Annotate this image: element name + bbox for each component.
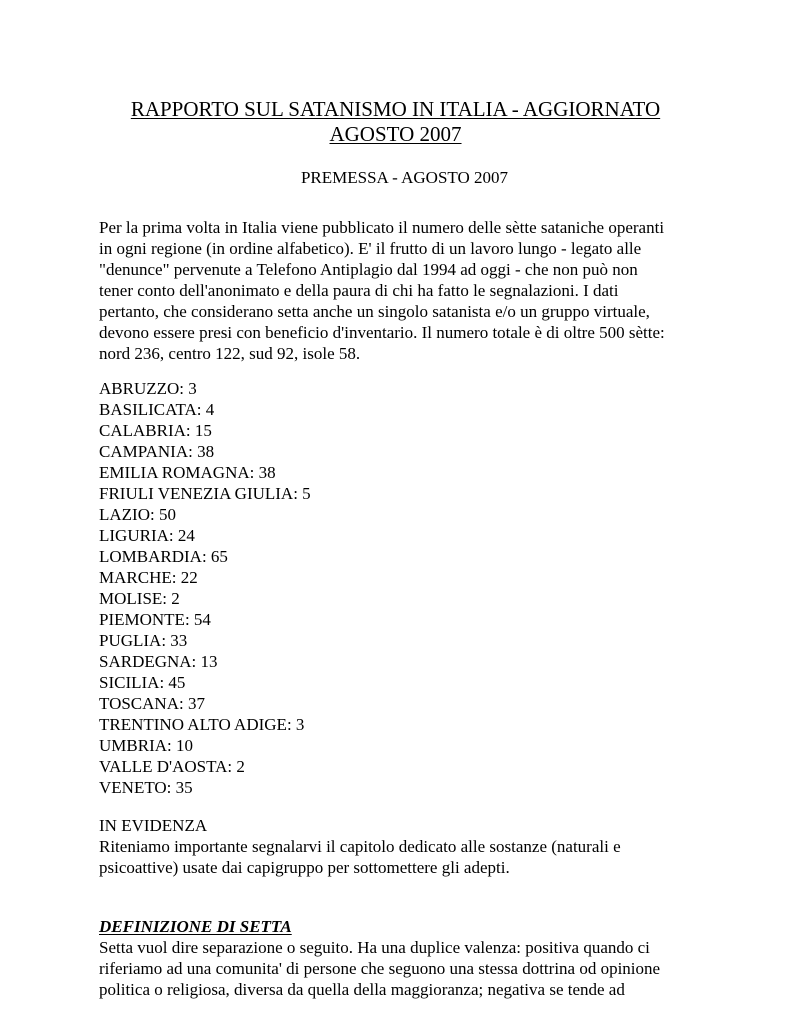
definition-line: politica o religiosa, diversa da quella della maggioranza; negativa se tende ad [99, 980, 625, 999]
region-item: FRIULI VENEZIA GIULIA: 5 [99, 484, 311, 503]
title-line-1: RAPPORTO SUL SATANISMO IN ITALIA - AGGIORNATO [130, 97, 661, 121]
document-title [0, 97, 791, 147]
intro-line: pertanto, che considerano setta anche un singolo satanista e/o un gruppo virtuale, [99, 302, 650, 321]
intro-line: Per la prima volta in Italia viene pubblicato il numero delle sètte sataniche operanti [99, 218, 665, 237]
region-item: ABRUZZO: 3 [99, 379, 197, 398]
region-item: CALABRIA: 15 [99, 421, 212, 440]
region-item: VALLE D'AOSTA: 2 [99, 757, 245, 776]
highlight-line: psicoattive) usate dai capigruppo per sottomettere gli adepti. [99, 858, 510, 877]
highlight-line: Riteniamo importante segnalarvi il capitolo dedicato alle sostanze (naturali e [99, 837, 621, 856]
region-item: TRENTINO ALTO ADIGE: 3 [99, 715, 305, 734]
region-item: UMBRIA: 10 [99, 736, 193, 755]
document-subtitle: PREMESSA - AGOSTO 2007 [300, 168, 509, 187]
title-line-2: AGOSTO 2007 [329, 122, 462, 146]
definition-heading: DEFINIZIONE DI SETTA [99, 917, 292, 936]
region-item: BASILICATA: 4 [99, 400, 215, 419]
intro-line: nord 236, centro 122, sud 92, isole 58. [99, 344, 361, 363]
intro-line: in ogni regione (in ordine alfabetico). E' il frutto di un lavoro lungo - legato alle [99, 239, 642, 258]
definition-line: riferiamo ad una comunita' di persone che seguono una stessa dottrina od opinione [99, 959, 661, 978]
intro-paragraph [99, 217, 729, 364]
highlight-section [99, 815, 729, 878]
definition-section [99, 916, 729, 1000]
region-list [99, 378, 499, 798]
intro-line: tener conto dell'anonimato e della paura di chi ha fatto le segnalazioni. I dati [99, 281, 619, 300]
region-item: MARCHE: 22 [99, 568, 198, 587]
region-item: PIEMONTE: 54 [99, 610, 211, 629]
region-item: MOLISE: 2 [99, 589, 180, 608]
region-item: TOSCANA: 37 [99, 694, 205, 713]
region-item: LOMBARDIA: 65 [99, 547, 228, 566]
intro-line: devono essere presi con beneficio d'inventario. Il numero totale è di oltre 500 sètte: [99, 323, 665, 342]
region-item: LIGURIA: 24 [99, 526, 195, 545]
region-item: CAMPANIA: 38 [99, 442, 215, 461]
region-item: LAZIO: 50 [99, 505, 176, 524]
region-item: SARDEGNA: 13 [99, 652, 218, 671]
definition-line: Setta vuol dire separazione o seguito. Ha una duplice valenza: positiva quando ci [99, 938, 650, 957]
region-item: PUGLIA: 33 [99, 631, 188, 650]
highlight-heading: IN EVIDENZA [99, 816, 208, 835]
region-item: EMILIA ROMAGNA: 38 [99, 463, 276, 482]
region-item: VENETO: 35 [99, 778, 193, 797]
intro-line: "denunce" pervenute a Telefono Antiplagio dal 1994 ad oggi - che non può non [99, 260, 638, 279]
region-item: SICILIA: 45 [99, 673, 186, 692]
